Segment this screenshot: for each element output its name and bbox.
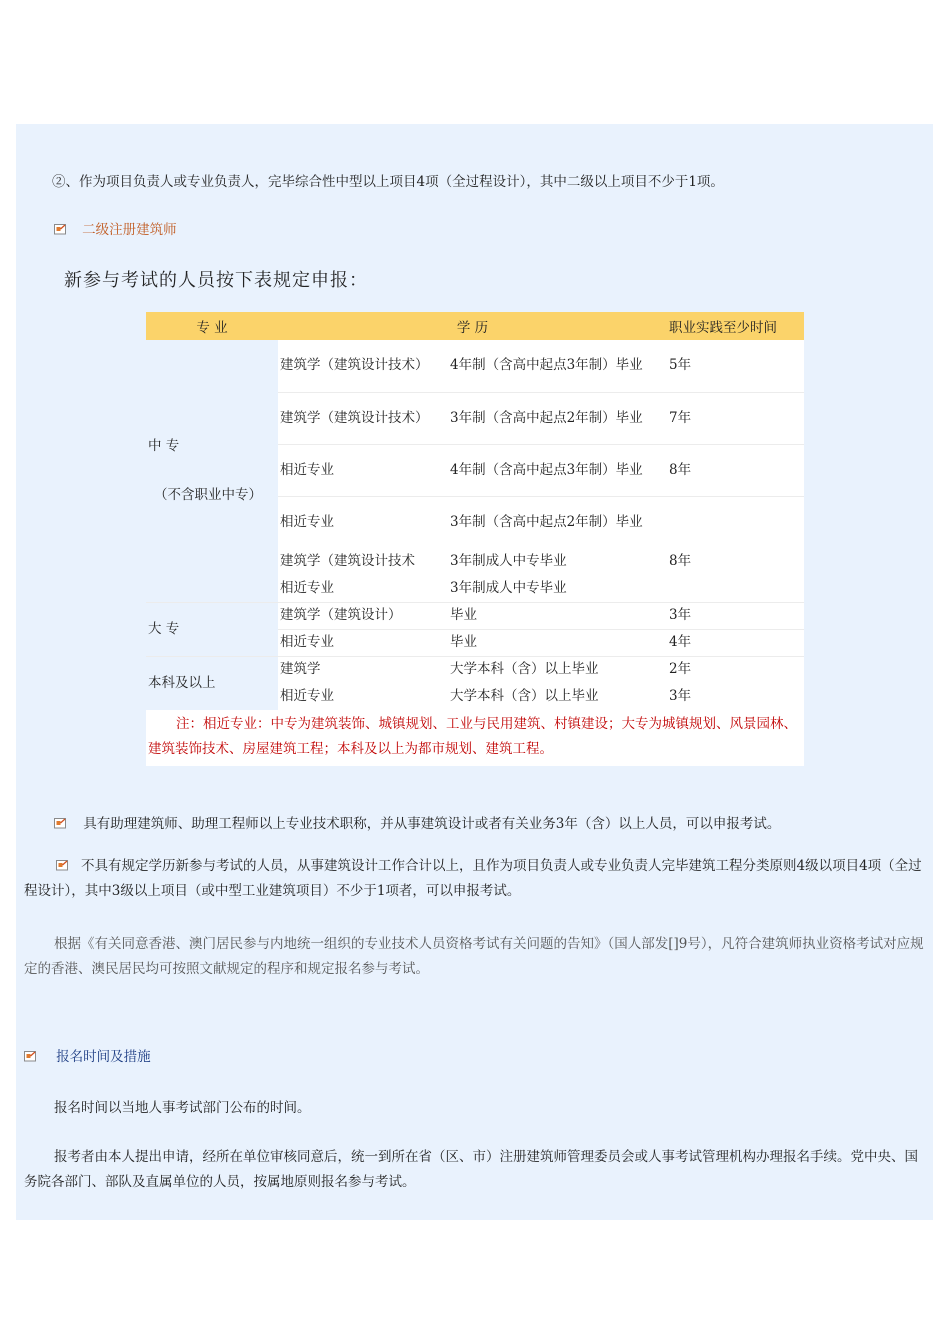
table-row xyxy=(146,340,804,392)
cell-time xyxy=(667,575,804,602)
cell-time: 5年 xyxy=(667,340,804,392)
paragraph-qualification xyxy=(54,812,924,837)
cell-major: 相近专业 xyxy=(278,683,448,710)
table-header-row xyxy=(146,312,804,340)
table-caption: 新参与考试的人员按下表规定申报： xyxy=(64,270,368,291)
cell-time: 7年 xyxy=(667,392,804,444)
cell-edu: 大学本科（含）以上毕业 xyxy=(448,656,667,683)
table-row xyxy=(146,602,804,629)
bullet-icon xyxy=(24,1051,37,1062)
section2-title: 报名时间及措施 xyxy=(56,1049,151,1065)
intro-text: ②、作为项目负责人或专业负责人，完毕综合性中型以上项目4项（全过程设计），其中二级以上项目不少于1项。 xyxy=(52,174,724,190)
category-sublabel: （不含职业中专） xyxy=(154,486,262,503)
section1-title: 二级注册建筑师 xyxy=(82,222,177,238)
header-time: 职业实践至少时间 xyxy=(667,312,804,340)
header-education: 学 历 xyxy=(278,312,667,340)
paragraph-no-degree xyxy=(24,854,924,904)
section-heading-architect xyxy=(54,218,177,238)
cell-time: 4年 xyxy=(667,629,804,656)
cell-major: 建筑学 xyxy=(278,656,448,683)
paragraph-no-degree-text: 不具有规定学历新参与考试的人员，从事建筑设计工作合计以上，且作为项目负责人或专业负责人完毕建筑工程分类原则4级以项目4项（全过程设计），其中3级以上项目（或中型工业建筑项目）不少于1项者，可以申报考试。 xyxy=(24,858,922,899)
cell-edu: 3年制（含高中起点2年制）毕业 xyxy=(448,496,667,548)
cell-major: 相近专业 xyxy=(278,629,448,656)
cell-edu: 毕业 xyxy=(448,629,667,656)
table-note: 注：相近专业：中专为建筑装饰、城镇规划、工业与民用建筑、村镇建设；大专为城镇规划、风景园林、建筑装饰技术、房屋建筑工程；本科及以上为都市规划、建筑工程。 xyxy=(146,710,804,766)
bullet-icon xyxy=(54,224,67,235)
cell-time: 2年 xyxy=(667,656,804,683)
cell-time xyxy=(667,496,804,548)
category-dazhuan: 大 专 xyxy=(146,602,278,656)
paragraph-registration-time: 报名时间以当地人事考试部门公布的时间。 xyxy=(54,1100,311,1116)
paragraph-registration-procedure: 报考者由本人提出申请，经所在单位审核同意后，统一到所在省（区、市）注册建筑师管理委员会或人事考试管理机构办理报名手续。党中央、国务院各部门、部队及直属单位的人员，按属地原则报名参与考试。 xyxy=(24,1149,918,1190)
paragraph-hk-macau: 根据《有关同意香港、澳门居民参与内地统一组织的专业技术人员资格考试有关问题的告知》（国人部发[]9号），凡符合建筑师执业资格考试对应规定的香港、澳民居民均可按照文献规定的程序和规定报名参与考试。 xyxy=(24,936,924,977)
cell-edu: 3年制（含高中起点2年制）毕业 xyxy=(448,392,667,444)
cell-major: 建筑学（建筑设计技术） xyxy=(278,340,448,392)
paragraph-qualification-text: 具有助理建筑师、助理工程师以上专业技术职称，并从事建筑设计或者有关业务3年（含）以上人员，可以申报考试。 xyxy=(83,816,781,832)
table-row xyxy=(146,656,804,683)
category-label: 中 专 xyxy=(148,437,180,454)
bullet-icon xyxy=(54,818,67,829)
cell-major: 建筑学（建筑设计技术 xyxy=(278,548,448,575)
table-note-row xyxy=(146,710,804,766)
section-heading-registration xyxy=(24,1045,151,1065)
cell-edu: 4年制（含高中起点3年制）毕业 xyxy=(448,444,667,496)
cell-edu: 3年制成人中专毕业 xyxy=(448,575,667,602)
cell-major: 相近专业 xyxy=(278,496,448,548)
category-benke: 本科及以上 xyxy=(146,656,278,710)
category-zhongzhuan xyxy=(146,340,278,602)
cell-major: 建筑学（建筑设计技术） xyxy=(278,392,448,444)
cell-time: 8年 xyxy=(667,444,804,496)
cell-major: 相近专业 xyxy=(278,575,448,602)
cell-edu: 毕业 xyxy=(448,602,667,629)
requirements-table xyxy=(146,312,804,766)
cell-edu: 3年制成人中专毕业 xyxy=(448,548,667,575)
cell-time: 3年 xyxy=(667,683,804,710)
cell-time: 3年 xyxy=(667,602,804,629)
cell-edu: 大学本科（含）以上毕业 xyxy=(448,683,667,710)
header-major: 专 业 xyxy=(146,312,278,340)
cell-major: 建筑学（建筑设计） xyxy=(278,602,448,629)
cell-time: 8年 xyxy=(667,548,804,575)
cell-edu: 4年制（含高中起点3年制）毕业 xyxy=(448,340,667,392)
bullet-icon xyxy=(56,860,69,871)
cell-major: 相近专业 xyxy=(278,444,448,496)
